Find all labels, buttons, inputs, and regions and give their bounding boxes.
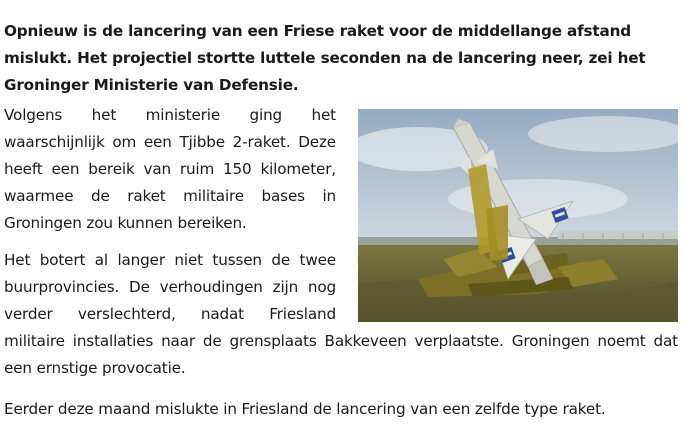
article-photo [358,109,678,322]
article-paragraph-3: Eerder deze maand mislukte in Friesland de lancering van een zelfde type raket. [4,400,606,418]
article-paragraph-1: Volgens het ministerie ging het waarschijnlijk om een Tjibbe 2-raket. Deze heeft een bereik van ruim 150 kilometer, waarmee de raket militaire bases in Groningen zou kunnen bereiken. [4,106,336,232]
article-body [4,102,678,423]
article-paragraph-2: Het botert al langer niet tussen de twee buurprovincies. De verhoudingen zijn nog verder verslechterd, nadat Friesland militaire installaties naar de grensplaats Bakkeveen verplaatste. Groningen noemt dat een ernstige provocatie. [4,251,678,377]
crashed-missile-photo [358,109,678,322]
article-lead: Opnieuw is de lancering van een Friese raket voor de middellange afstand mislukt. Het projectiel stortte luttele seconden na de lancering neer, zei het Groninger Ministerie van Defensie. [4,22,646,94]
